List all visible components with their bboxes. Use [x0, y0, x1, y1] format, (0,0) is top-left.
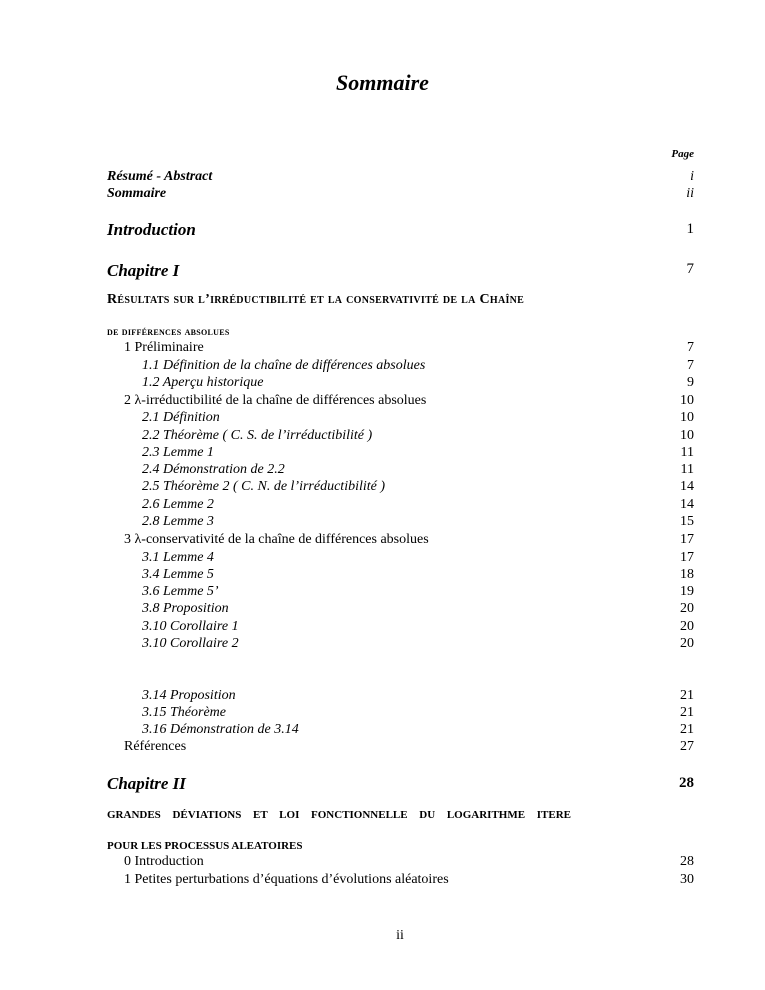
toc-entry: 3.15 Théorème — [142, 705, 226, 720]
toc-entry: 2.6 Lemme 2 — [142, 497, 214, 512]
toc-page: 7 — [687, 358, 694, 373]
footer-page-number: ii — [396, 928, 404, 943]
toc-entry: 3.14 Proposition — [142, 688, 236, 703]
toc-page: 10 — [680, 410, 694, 425]
toc-page-sommaire: ii — [686, 186, 694, 201]
toc-entry: 2.3 Lemme 1 — [142, 445, 214, 460]
toc-entry: 2.4 Démonstration de 2.2 — [142, 462, 285, 477]
page-title: Sommaire — [336, 70, 429, 95]
toc-page: 21 — [680, 722, 694, 737]
toc-page-introduction: 1 — [686, 221, 694, 237]
toc-page: 20 — [680, 636, 694, 651]
toc-entry: 3.10 Corollaire 1 — [142, 619, 239, 634]
toc-page: 11 — [680, 445, 694, 460]
toc-entry: 1 Préliminaire — [124, 340, 204, 355]
toc-page: 14 — [680, 479, 694, 494]
toc-page: 17 — [680, 532, 694, 547]
toc-entry: 3 λ-conservativité de la chaîne de différences absolues — [124, 532, 429, 547]
toc-page: 20 — [680, 619, 694, 634]
toc-page: 18 — [680, 567, 694, 582]
toc-page: 21 — [680, 688, 694, 703]
toc-page: 14 — [680, 497, 694, 512]
page-column-header: Page — [671, 148, 694, 160]
chapter-1-heading-line2: de différences absolues — [107, 326, 230, 338]
toc-entry: 2.8 Lemme 3 — [142, 514, 214, 529]
toc-entry: 1 Petites perturbations d’équations d’évolutions aléatoires — [124, 872, 449, 887]
chapter-1-page: 7 — [686, 261, 694, 277]
toc-page: 7 — [687, 340, 694, 355]
toc-entry: 3.6 Lemme 5’ — [142, 584, 219, 599]
chapter-2-label: Chapitre II — [107, 774, 186, 793]
toc-entry: 3.10 Corollaire 2 — [142, 636, 239, 651]
toc-page-resume: i — [690, 169, 694, 184]
toc-page: 10 — [680, 428, 694, 443]
toc-page: 20 — [680, 601, 694, 616]
toc-entry-sommaire: Sommaire — [107, 186, 167, 201]
toc-entry: 3.1 Lemme 4 — [142, 550, 214, 565]
toc-page: 19 — [680, 584, 694, 599]
toc-page: 11 — [680, 462, 694, 477]
toc-entry: 2.2 Théorème ( C. S. de l’irréductibilité ) — [142, 428, 373, 443]
toc-page-references: 27 — [680, 739, 694, 754]
toc-entry: 3.4 Lemme 5 — [142, 567, 214, 582]
toc-page: 10 — [680, 393, 694, 408]
chapter-1-label: Chapitre I — [107, 261, 180, 280]
chapter-2-page: 28 — [679, 775, 694, 791]
toc-entry: 2.5 Théorème 2 ( C. N. de l’irréductibilité ) — [142, 479, 386, 494]
toc-page: 9 — [687, 375, 694, 390]
toc-entry: 1.1 Définition de la chaîne de différences absolues — [142, 358, 426, 373]
chapter-1-heading-line1: Résultats sur l’irréductibilité et la conservativité de la Chaîne — [107, 292, 525, 307]
toc-entry: 3.8 Proposition — [142, 601, 229, 616]
toc-entry: 0 Introduction — [124, 854, 204, 869]
toc-page: 17 — [680, 550, 694, 565]
toc-entry-references: Références — [124, 739, 187, 754]
toc-page: 30 — [680, 872, 694, 887]
toc-page: 28 — [680, 854, 694, 869]
toc-entry: 2 λ-irréductibilité de la chaîne de différences absolues — [124, 393, 427, 408]
toc-entry-resume: Résumé - Abstract — [107, 169, 213, 184]
toc-entry: 2.1 Définition — [142, 410, 220, 425]
toc-entry: 1.2 Aperçu historique — [142, 375, 264, 390]
chapter-2-heading-line1: GRANDES DÉVIATIONS ET LOI FONCTIONNELLE DU LOGARITHME ITERE — [107, 809, 571, 821]
chapter-2-heading-line2: POUR LES PROCESSUS ALEATOIRES — [107, 840, 303, 852]
toc-page: 15 — [680, 514, 694, 529]
toc-entry-introduction: Introduction — [107, 220, 196, 239]
toc-page: 21 — [680, 705, 694, 720]
toc-entry: 3.16 Démonstration de 3.14 — [142, 722, 299, 737]
